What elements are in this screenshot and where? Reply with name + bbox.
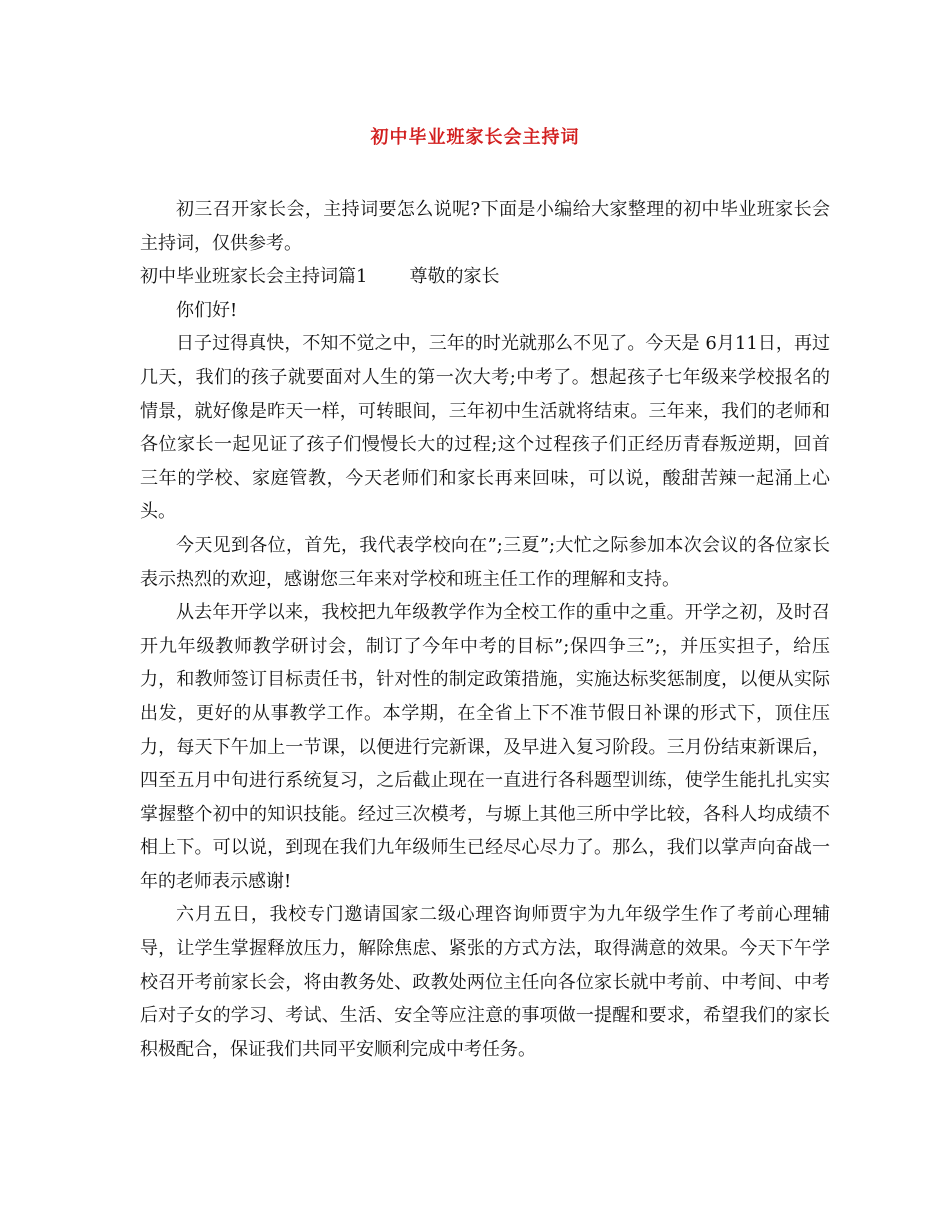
section-heading: 初中毕业班家长会主持词篇1 bbox=[140, 266, 368, 288]
salutation: 尊敬的家长 bbox=[409, 266, 500, 288]
document-body bbox=[140, 193, 830, 1066]
document-title: 初中毕业班家长会主持词 bbox=[370, 127, 580, 148]
greeting-paragraph: 你们好! bbox=[176, 299, 238, 321]
body-paragraph-2: 今天见到各位，首先，我代表学校向在”;三夏”;大忙之际参加本次会议的各位家长表示热烈的欢迎，感谢您三年来对学校和班主任工作的理解和支持。 bbox=[140, 534, 830, 590]
body-paragraph-4: 六月五日，我校专门邀请国家二级心理咨询师贾宇为九年级学生作了考前心理辅导，让学生掌握释放压力，解除焦虑、紧张的方式方法，取得满意的效果。今天下午学校召开考前家长会，将由教务处、政教处两位主任向各位家长就中考前、中考间、中考后对子女的学习、考试、生活、安全等应注意的事项做一提醒和要求，希望我们的家长积极配合，保证我们共同平安顺利完成中考任务。 bbox=[140, 904, 830, 1060]
section-heading-line bbox=[140, 260, 830, 294]
body-paragraph-3: 从去年开学以来，我校把九年级教学作为全校工作的重中之重。开学之初，及时召开九年级教师教学研讨会，制订了今年中考的目标”;保四争三”;，并压实担子，给压力，和教师签订目标责任书，针对性的制定政策措施，实施达标奖惩制度，以便从实际出发，更好的从事教学工作。本学期，在全省上下不准节假日补课的形式下，顶住压力，每天下午加上一节课，以便进行完新课，及早进入复习阶段。三月份结束新课后，四至五月中旬进行系统复习，之后截止现在一直进行各科题型训练，使学生能扎扎实实掌握整个初中的知识技能。经过三次模考，与塬上其他三所中学比较，各科人均成绩不相上下。可以说，到现在我们九年级师生已经尽心尽力了。那么，我们以掌声向奋战一年的老师表示感谢! bbox=[140, 602, 830, 892]
body-paragraph-1: 日子过得真快，不知不觉之中，三年的时光就那么不见了。今天是 6月11日，再过几天，我们的孩子就要面对人生的第一次大考;中考了。想起孩子七年级来学校报名的情景，就好像是昨天一样，可转眼间，三年初中生活就将结束。三年来，我们的老师和各位家长一起见证了孩子们慢慢长大的过程;这个过程孩子们正经历青春叛逆期，回首三年的学校、家庭管教，今天老师们和家长再来回味，可以说，酸甜苦辣一起涌上心头。 bbox=[140, 333, 830, 523]
intro-paragraph: 初三召开家长会，主持词要怎么说呢?下面是小编给大家整理的初中毕业班家长会主持词，仅供参考。 bbox=[140, 199, 830, 254]
